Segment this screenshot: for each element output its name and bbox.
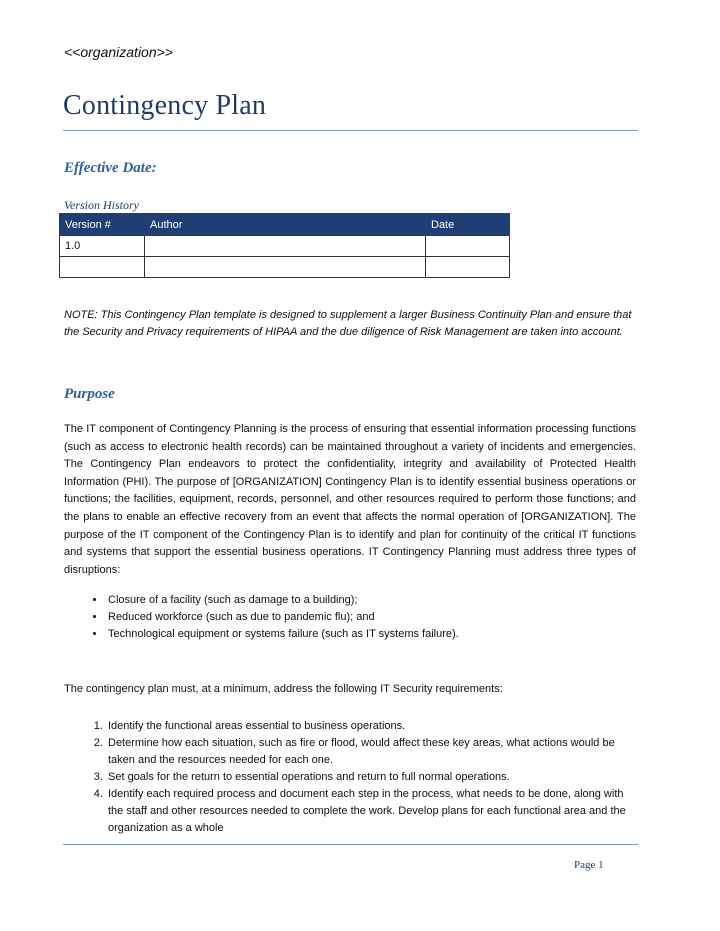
table-cell-date[interactable] bbox=[426, 257, 510, 278]
purpose-heading: Purpose bbox=[64, 386, 115, 402]
version-history-caption: Version History bbox=[64, 198, 139, 212]
table-row bbox=[60, 257, 510, 278]
list-item: 1. Identify the functional areas essential to business operations. bbox=[106, 718, 636, 735]
column-header-version: Version # bbox=[60, 214, 145, 236]
list-item: • Reduced workforce (such as due to pandemic flu); and bbox=[106, 609, 646, 626]
list-item: 4. Identify each required process and document each step in the process, what needs to be done, along with the staff and other resources needed to complete the work. Develop plans for each functional area and the organization as a whole bbox=[106, 786, 636, 837]
table-cell-date[interactable] bbox=[426, 236, 510, 257]
requirements-lead: The contingency plan must, at a minimum, address the following IT Security requirements: bbox=[64, 683, 503, 695]
template-note: NOTE: This Contingency Plan template is designed to supplement a larger Business Continuity Plan and ensure that the Security and Privacy requirements of HIPAA and the due diligence of Risk Management are taken into account. bbox=[64, 309, 632, 338]
page-title: Contingency Plan bbox=[63, 90, 267, 121]
version-history-table bbox=[59, 213, 510, 278]
table-cell-author[interactable] bbox=[145, 236, 426, 257]
footer-divider bbox=[63, 844, 638, 845]
page-number: Page 1 bbox=[574, 859, 604, 871]
list-item: 3. Set goals for the return to essential operations and return to full normal operations. bbox=[106, 769, 636, 786]
effective-date-heading: Effective Date: bbox=[64, 160, 157, 176]
organization-placeholder: <<organization>> bbox=[64, 44, 173, 60]
table-header-row bbox=[60, 214, 510, 236]
table-cell-version[interactable]: 1.0 bbox=[60, 236, 145, 257]
list-item: • Closure of a facility (such as damage to a building); bbox=[106, 592, 646, 609]
list-item: • Technological equipment or systems failure (such as IT systems failure). bbox=[106, 626, 646, 643]
column-header-date: Date bbox=[426, 214, 510, 236]
purpose-paragraph: The IT component of Contingency Planning is the process of ensuring that essential information processing functions (such as access to electronic health records) can be maintained throughout a variety of incidents and emergencies. The Contingency Plan endeavors to protect the confidentiality, integrity and availability of Protected Health Information (PHI). The purpose of [ORGANIZATION] Contingency Plan is to identify essential business operations or functions; the facilities, equipment, records, personnel, and other resources required to perform those functions; and the plans to enable an effective recovery from an event that affects the normal operation of [ORGANIZATION]. The purpose of the IT component of the Contingency Plan is to identify and plan for continuity of the critical IT functions and systems that support the essential business operations. IT Contingency Planning must address three types of disruptions: bbox=[64, 423, 636, 576]
list-item: 2. Determine how each situation, such as fire or flood, would affect these key areas, what actions would be taken and the resources needed for each one. bbox=[106, 735, 636, 769]
table-cell-author[interactable] bbox=[145, 257, 426, 278]
disruptions-list bbox=[64, 592, 646, 643]
table-cell-version[interactable] bbox=[60, 257, 145, 278]
requirements-list bbox=[64, 718, 636, 837]
table-row bbox=[60, 236, 510, 257]
column-header-author: Author bbox=[145, 214, 426, 236]
title-divider bbox=[63, 130, 638, 131]
